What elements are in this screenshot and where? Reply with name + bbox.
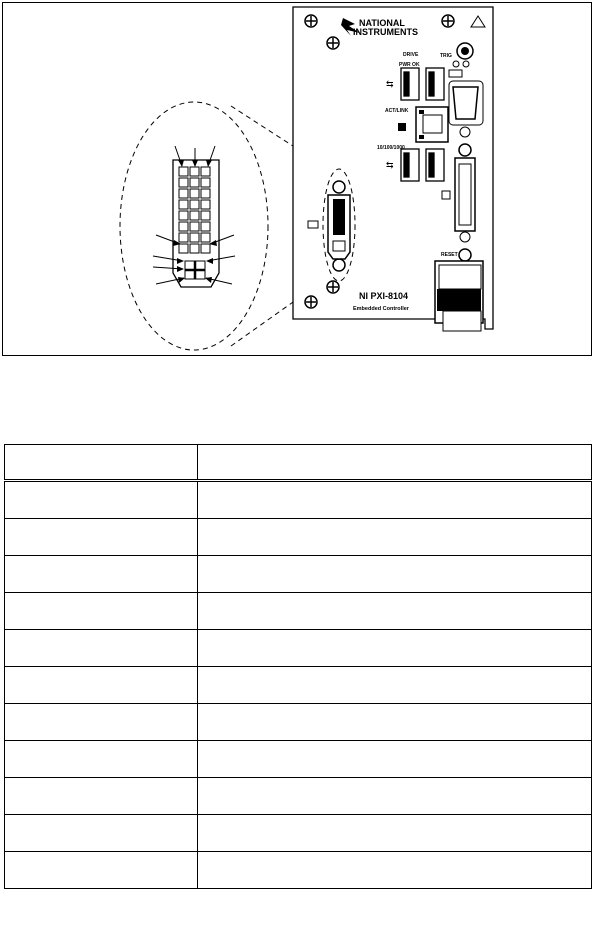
table-cell: [198, 630, 592, 667]
table-cell: [198, 481, 592, 519]
table-cell: [198, 667, 592, 704]
dvi-pin: [201, 211, 210, 220]
usb-symbol-icon: ⇆: [386, 79, 394, 89]
table-row: [5, 630, 592, 667]
dvi-pin: [201, 233, 210, 242]
drive-led-icon: [453, 61, 459, 67]
table-cell: [198, 778, 592, 815]
brand-line-2: INSTRUMENTS: [353, 27, 418, 37]
table-cell: [198, 519, 592, 556]
table-header-row: [5, 445, 592, 481]
table-cell: [5, 556, 198, 593]
dvi-pin: [201, 222, 210, 231]
table-cell: [5, 741, 198, 778]
table-cell: [5, 852, 198, 889]
dvi-pin: [201, 200, 210, 209]
column-header: [5, 445, 198, 481]
dvi-pin: [179, 244, 188, 253]
model-label: NI PXI-8104: [359, 291, 409, 301]
table-row: [5, 481, 592, 519]
drive-label: DRIVE: [403, 52, 419, 58]
dvi-pin: [179, 200, 188, 209]
dvi-symbol-icon: [308, 221, 318, 228]
dvi-pin: [179, 189, 188, 198]
dvi-pin: [179, 178, 188, 187]
table-row: [5, 667, 592, 704]
dvi-pin: [190, 211, 199, 220]
dvi-pin: [190, 178, 199, 187]
table-row: [5, 556, 592, 593]
pwr-ok-label: PWR OK: [399, 62, 420, 68]
dvi-pin: [190, 167, 199, 176]
table-cell: [198, 815, 592, 852]
table-row: [5, 519, 592, 556]
table-cell: [5, 519, 198, 556]
pwr-ok-led-icon: [463, 61, 469, 67]
column-header: [198, 445, 592, 481]
table-cell: [5, 481, 198, 519]
dvi-pin: [190, 200, 199, 209]
dvi-pin: [201, 244, 210, 253]
dvi-pin: [201, 178, 210, 187]
table-cell: [5, 630, 198, 667]
table-cell: [198, 741, 592, 778]
serial-port-icon: [453, 87, 478, 119]
gpib-symbol-icon: [442, 191, 450, 199]
reset-label: RESET: [441, 252, 458, 258]
trig-label: TRIG: [440, 53, 452, 59]
table-cell: [5, 667, 198, 704]
table-cell: [198, 704, 592, 741]
speed-label: 10/100/1000: [377, 145, 405, 151]
table-row: [5, 741, 592, 778]
table-cell: [5, 778, 198, 815]
controller-panel: [293, 7, 493, 331]
table-row: [5, 852, 592, 889]
dvi-pin: [179, 233, 188, 242]
reset-button-icon: [459, 249, 471, 261]
dvi-pin: [190, 222, 199, 231]
dvi-pin: [201, 189, 210, 198]
dvi-pin: [190, 233, 199, 242]
dvi-pin: [201, 167, 210, 176]
dvi-pin: [179, 222, 188, 231]
act-link-label: ACT/LINK: [385, 108, 409, 114]
serial-label-box: [449, 70, 462, 77]
ejector-handle-icon: [435, 261, 483, 331]
dvi-pin: [179, 167, 188, 176]
subtitle-label: Embedded Controller: [353, 306, 409, 312]
dvi-pin: [179, 211, 188, 220]
table-row: [5, 815, 592, 852]
dvi-port-icon: [328, 181, 350, 271]
table-row: [5, 778, 592, 815]
dvi-pin: [190, 189, 199, 198]
pin-assignment-table: [4, 444, 592, 889]
table-cell: [198, 852, 592, 889]
front-panel-figure: [2, 2, 592, 356]
brand-line-1: NATIONAL: [359, 18, 405, 28]
dvi-pin: [190, 244, 199, 253]
table-row: [5, 704, 592, 741]
front-panel-drawing: [3, 3, 593, 357]
table-cell: [198, 556, 592, 593]
network-symbol-icon: [398, 123, 406, 131]
table-cell: [5, 593, 198, 630]
table-row: [5, 593, 592, 630]
usb-symbol-icon: ⇆: [386, 160, 394, 170]
table-cell: [5, 704, 198, 741]
table-cell: [5, 815, 198, 852]
table-cell: [198, 593, 592, 630]
